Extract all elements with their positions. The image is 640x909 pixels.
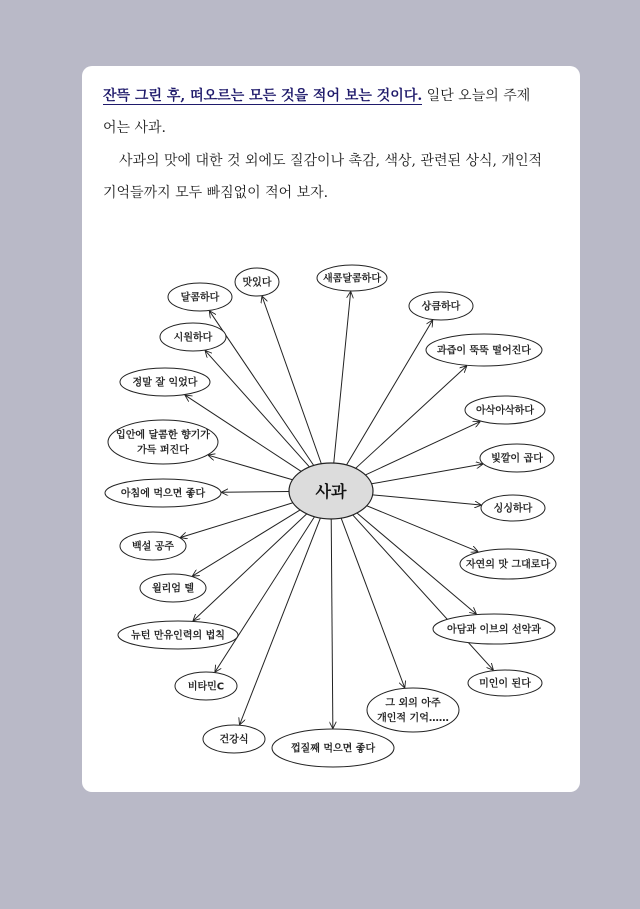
intro-line1-rest: 일단 오늘의 주제 [422,88,531,104]
connector-arrow [353,515,493,670]
connector-arrow [356,366,467,468]
idea-node-label: 맛있다 [242,277,272,289]
idea-node [272,729,394,767]
idea-node [317,265,387,291]
connector-arrow [365,422,479,475]
idea-node [433,614,555,644]
connector-arrow [181,503,293,538]
idea-node-label: 미인이 된다 [479,678,531,690]
connector-arrow [206,351,310,467]
idea-node-label: 싱싱하다 [493,503,533,515]
idea-node-label: 그 외의 아주 [385,698,441,709]
connector-arrow [341,518,404,687]
idea-node-label: 백설 공주 [131,541,175,553]
idea-node-label: 자연의 맛 그대로다 [465,559,551,571]
highlighted-sentence: 잔뜩 그린 후, 떠오르는 모든 것을 적어 보는 것이다. [103,88,423,104]
idea-node-bubble [367,688,459,732]
connector-arrow [215,517,314,672]
idea-node [468,670,542,696]
connector-arrow [262,297,321,464]
idea-node-label: 시원하다 [173,332,213,344]
idea-node-label: 입안에 달콤한 향기가 [116,430,210,441]
idea-node [105,479,221,507]
idea-node-label: 새콤달콤하다 [323,273,381,285]
idea-node [409,292,473,320]
idea-node [460,549,556,579]
idea-node-label: 상큼하다 [421,301,461,313]
connector-arrow [367,506,478,552]
idea-node [160,323,226,351]
idea-node [118,621,238,649]
idea-node [465,396,545,424]
idea-node-bubble [108,420,218,464]
center-topic [289,463,373,519]
connector-arrow [222,491,289,492]
connector-arrow [331,519,333,728]
instruction-line1: 사과의 맛에 대한 것 외에도 질감이나 촉감, 색상, 관련된 상식, 개인적 [119,153,542,169]
connector-arrow [193,514,306,621]
idea-node-label: 건강식 [219,734,249,746]
idea-node-label: 빛깔이 곱다 [491,453,543,465]
connector-arrow [346,320,432,464]
idea-node-label: 아삭아삭하다 [476,405,534,417]
connector-arrow [209,455,293,479]
idea-node-label: 가득 퍼진다 [137,445,189,456]
idea-node [203,725,265,753]
connector-arrow [373,495,481,505]
idea-node-label: 정말 잘 익었다 [132,377,198,389]
intro-line2: 어는 사과. [103,120,166,136]
idea-node [367,688,459,732]
idea-node-label: 뉴턴 만유인력의 법칙 [131,630,225,642]
idea-node [480,444,554,472]
idea-node [481,495,545,521]
idea-node-label: 개인적 기억…… [377,713,449,724]
connector-arrow [193,510,300,576]
connector-arrow [357,513,476,614]
idea-node [426,334,542,366]
idea-node [120,368,210,396]
instruction-line2: 기억들까지 모두 빠짐없이 적어 보자. [103,185,329,201]
idea-node-label: 아침에 먹으면 좋다 [120,488,206,500]
connector-arrow [240,518,321,724]
idea-node-label: 아담과 이브의 선악과 [447,624,541,636]
idea-node [140,574,206,602]
idea-node-label: 비타민C [187,681,225,693]
idea-node-label: 과즙이 뚝뚝 떨어진다 [437,345,531,357]
idea-node [108,420,218,464]
idea-node [168,283,232,311]
idea-node-label: 껍질째 먹으면 좋다 [290,743,376,755]
idea-node [235,268,279,296]
idea-node [175,672,237,700]
idea-node [120,532,186,560]
center-topic-label: 사과 [315,482,347,501]
connector-arrow [334,292,351,463]
connector-arrow [372,464,483,484]
idea-node-label: 달콤하다 [180,292,220,304]
idea-node-label: 윌리엄 텔 [151,583,195,595]
